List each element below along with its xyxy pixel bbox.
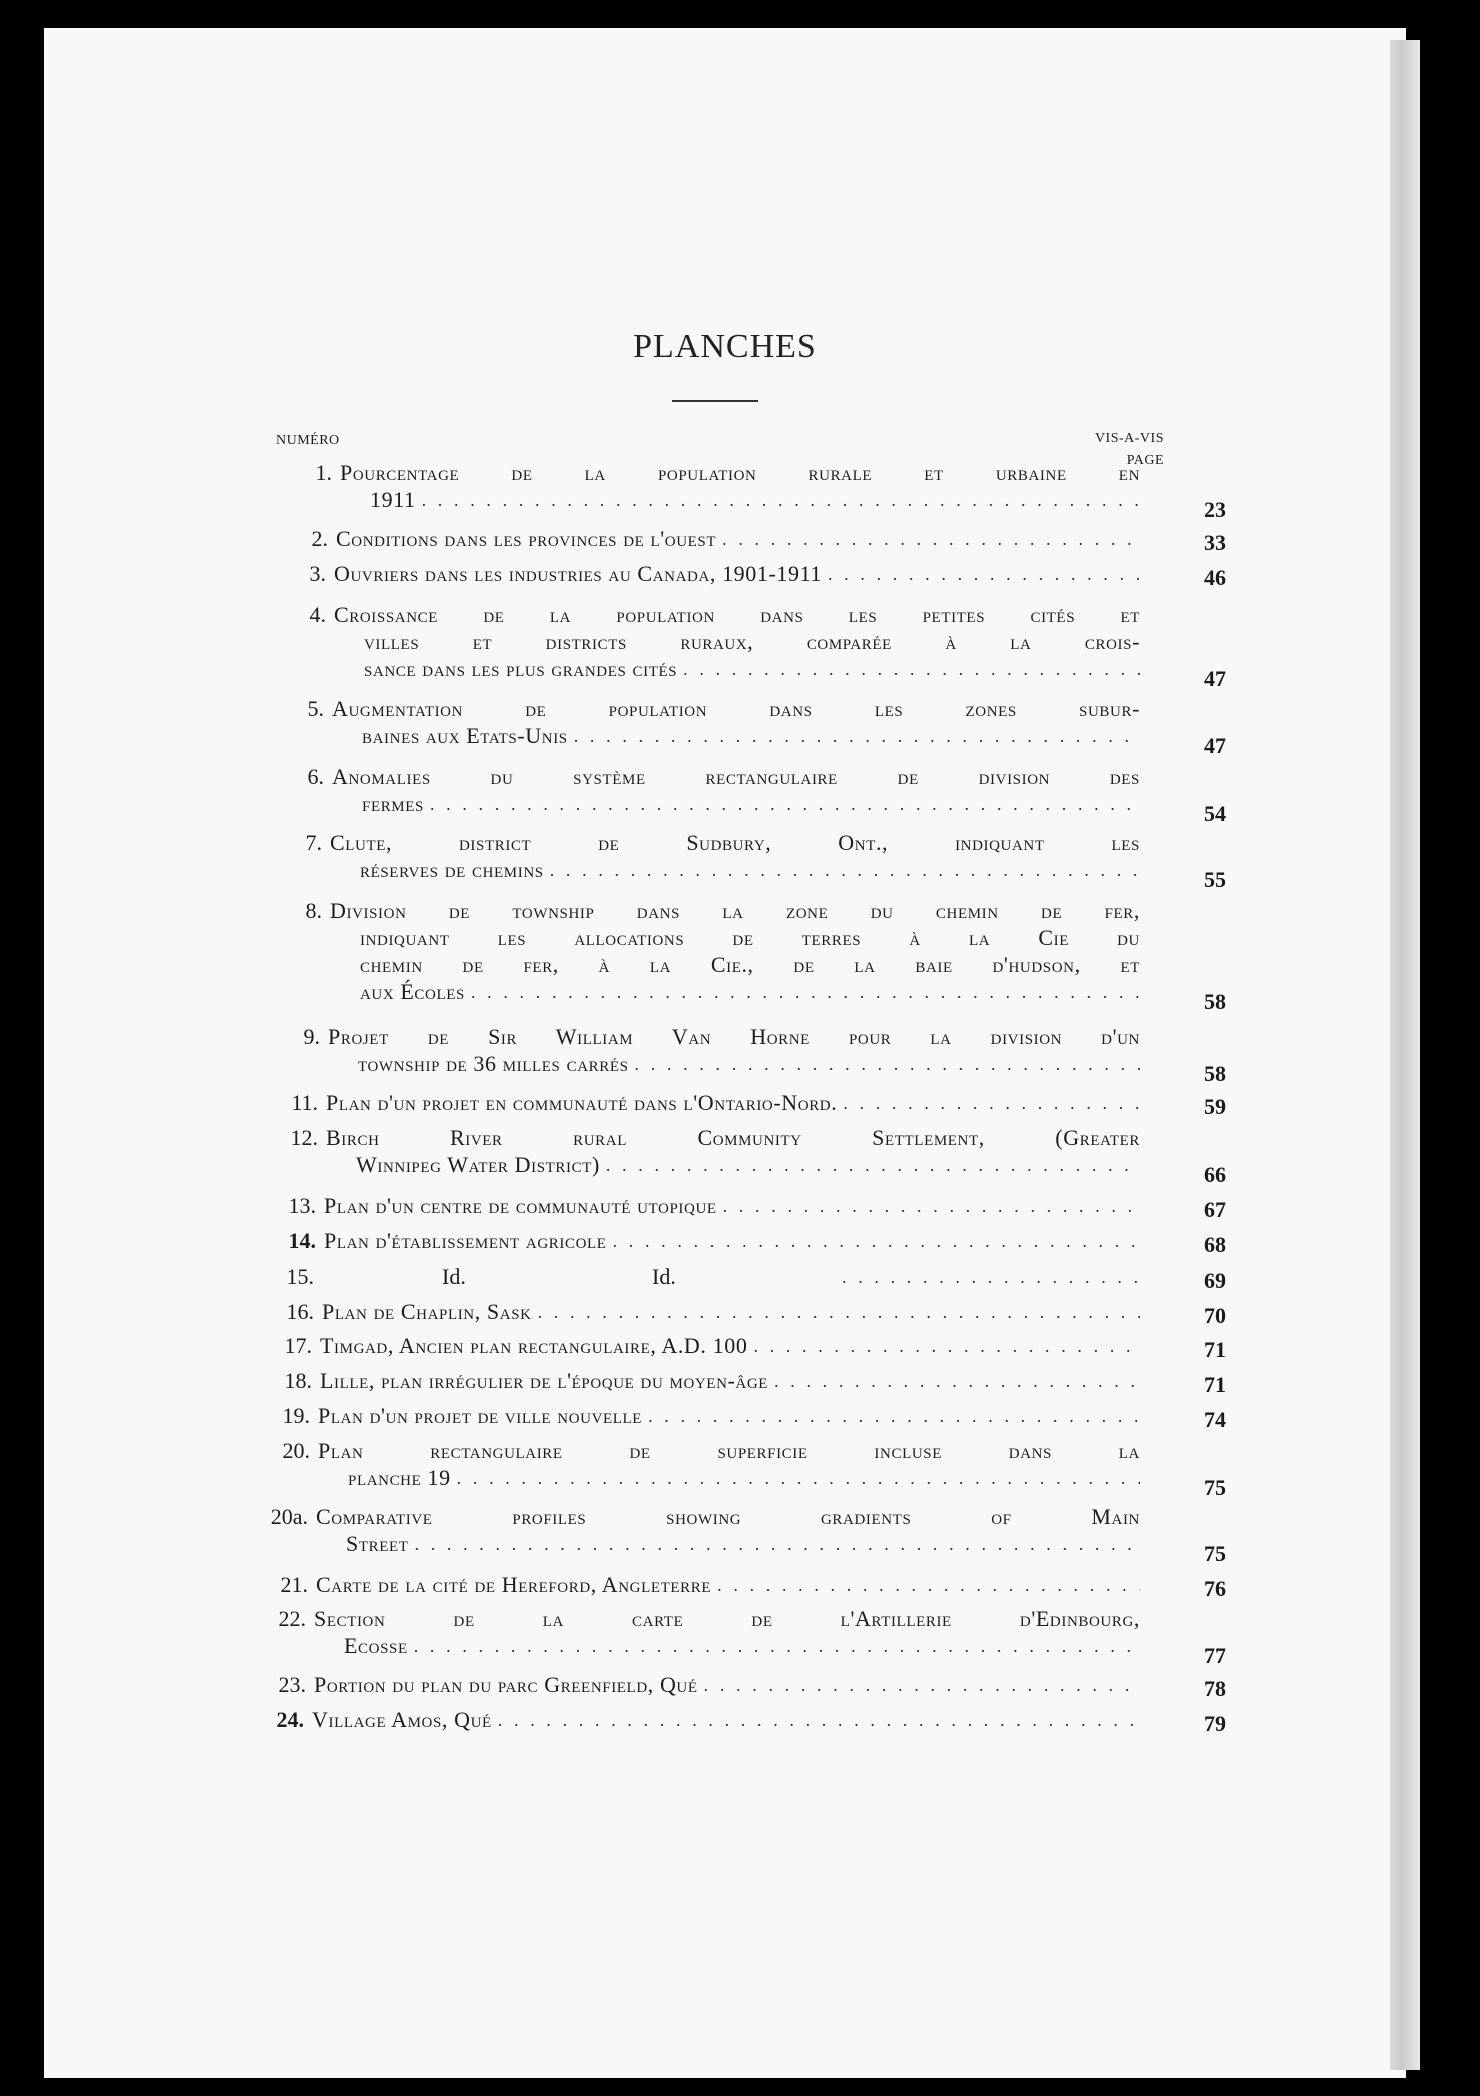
leader-dots xyxy=(498,1707,1140,1733)
plate-title: Plan d'un projet de ville nouvelle xyxy=(318,1403,643,1428)
plate-title: Section de la carte de l'Artillerie d'Edinbourg, xyxy=(314,1606,1140,1631)
plate-title-continuation: Winnipeg Water District) xyxy=(356,1152,600,1177)
page-number: 67 xyxy=(1204,1197,1226,1222)
plate-title-continuation: indiquant les allocations de terres à la Cie du xyxy=(360,925,1140,950)
plate-title-continuation: villes et districts ruraux, comparée à la crois- xyxy=(364,629,1140,654)
plate-title: Timgad, Ancien plan rectangulaire, A.D. 100 xyxy=(320,1333,748,1358)
leader-dots xyxy=(635,1051,1140,1077)
plate-number: 15. xyxy=(286,1264,314,1289)
plate-number: 16. xyxy=(286,1299,314,1324)
leader-dots xyxy=(422,487,1140,513)
leader-dots xyxy=(828,561,1140,587)
plate-number: 22. xyxy=(278,1606,306,1631)
plate-number: 11. xyxy=(291,1090,318,1115)
page-title: PLANCHES xyxy=(633,328,817,365)
plate-number: 5. xyxy=(307,696,324,721)
plate-title: Birch River rural Community Settlement, (Greater xyxy=(326,1125,1140,1150)
page-number: 58 xyxy=(1204,1061,1226,1086)
leader-dots xyxy=(648,1403,1140,1429)
page-number: 54 xyxy=(1204,801,1226,826)
plate-title: Pourcentage de la population rurale et urbaine en xyxy=(340,460,1140,485)
plate-title: Anomalies du système rectangulaire de division des xyxy=(332,764,1140,789)
leader-dots xyxy=(717,1572,1140,1598)
leader-dots xyxy=(722,526,1140,552)
page-number: 47 xyxy=(1204,733,1226,758)
plate-title: Village Amos, Qué xyxy=(312,1707,492,1732)
plate-number: 17. xyxy=(284,1333,312,1358)
leader-dots xyxy=(704,1672,1140,1698)
plate-number: 21. xyxy=(280,1572,308,1597)
plate-number: 18. xyxy=(284,1368,312,1393)
leader-dots xyxy=(574,723,1140,749)
column-header-page-line1: VIS-A-VIS xyxy=(1094,431,1164,446)
plate-number: 13. xyxy=(288,1193,316,1218)
plate-title-continuation: réserves de chemins xyxy=(360,857,544,882)
page-edge xyxy=(1390,40,1420,2070)
page-number: 47 xyxy=(1204,666,1226,691)
ditto-mark: Id. xyxy=(652,1264,676,1289)
leader-dots xyxy=(606,1152,1140,1178)
page-number: 77 xyxy=(1204,1643,1226,1668)
plate-title: Projet de Sir William Van Horne pour la division d'un xyxy=(328,1024,1140,1049)
plate-title: Croissance de la population dans les petites cités et xyxy=(334,602,1140,627)
page-number: 33 xyxy=(1204,530,1226,555)
plate-title: Plan d'un projet en communauté dans l'Ontario-Nord. xyxy=(326,1090,838,1115)
page-number: 58 xyxy=(1204,989,1226,1014)
plate-number: 12. xyxy=(290,1125,318,1150)
leader-dots xyxy=(414,1633,1140,1659)
plate-number: 8. xyxy=(305,898,322,923)
plate-title-continuation: fermes xyxy=(362,791,424,816)
leader-dots xyxy=(683,656,1140,682)
ditto-mark: Id. xyxy=(442,1264,466,1289)
leader-dots xyxy=(471,979,1140,1005)
plate-title-continuation: chemin de fer, à la Cie., de la baie d'hudson, et xyxy=(360,952,1140,977)
leader-dots xyxy=(550,857,1140,883)
plate-title-continuation: aux Écoles xyxy=(360,979,465,1004)
plate-number: 7. xyxy=(305,830,322,855)
plate-title: Conditions dans les provinces de l'ouest xyxy=(336,526,717,551)
plate-title: Plan rectangulaire de superficie incluse dans la xyxy=(318,1438,1140,1463)
page-number: 74 xyxy=(1204,1407,1226,1432)
plate-number: 14. xyxy=(288,1228,316,1253)
page-number: 71 xyxy=(1204,1372,1226,1397)
plate-title: Augmentation de population dans les zones subur- xyxy=(332,696,1140,721)
leader-dots xyxy=(538,1299,1140,1325)
leader-dots xyxy=(842,1264,1140,1290)
page-number: 69 xyxy=(1204,1268,1226,1293)
column-header-page-line2: PAGE xyxy=(1126,453,1164,468)
page-number: 55 xyxy=(1204,867,1226,892)
page-number: 46 xyxy=(1204,565,1226,590)
plate-title-continuation: sance dans les plus grandes cités xyxy=(364,656,678,681)
plate-title: Ouvriers dans les industries au Canada, 1901-1911 xyxy=(334,561,822,586)
plate-number: 20a. xyxy=(270,1504,308,1529)
plate-number: 2. xyxy=(311,526,328,551)
plate-title: Carte de la cité de Hereford, Angleterre xyxy=(316,1572,712,1597)
page-number: 66 xyxy=(1204,1162,1226,1187)
plate-title-continuation: baines aux Etats-Unis xyxy=(362,723,568,748)
page-number: 75 xyxy=(1204,1475,1226,1500)
leader-dots xyxy=(613,1228,1140,1254)
leader-dots xyxy=(723,1193,1140,1219)
plate-number: 3. xyxy=(309,561,326,586)
plate-title-continuation: township de 36 milles carrés xyxy=(358,1051,629,1076)
plate-title: Division de township dans la zone du chemin de fer, xyxy=(330,898,1140,923)
plate-title: Comparative profiles showing gradients of Main xyxy=(316,1504,1140,1529)
plate-number: 20. xyxy=(282,1438,310,1463)
leader-dots xyxy=(457,1465,1140,1491)
page-number: 71 xyxy=(1204,1337,1226,1362)
leader-dots xyxy=(430,791,1140,817)
leader-dots xyxy=(415,1531,1141,1557)
page-number: 68 xyxy=(1204,1232,1226,1257)
plate-number: 1. xyxy=(315,460,332,485)
column-header-number: NUMÉRO xyxy=(276,433,340,448)
plate-number: 24. xyxy=(276,1707,304,1732)
page-number: 75 xyxy=(1204,1541,1226,1566)
plate-title: Lille, plan irrégulier de l'époque du moyen-âge xyxy=(320,1368,769,1393)
plate-title: Plan d'établissement agricole xyxy=(324,1228,607,1253)
plate-title: Clute, district de Sudbury, Ont., indiquant les xyxy=(330,830,1140,855)
plate-title-continuation: Street xyxy=(346,1531,409,1556)
leader-dots xyxy=(753,1333,1140,1359)
page-number: 76 xyxy=(1204,1576,1226,1601)
plate-title: Plan d'un centre de communauté utopique xyxy=(324,1193,717,1218)
plate-number: 6. xyxy=(307,764,324,789)
plates-list xyxy=(44,28,1406,2078)
plate-number: 9. xyxy=(303,1024,320,1049)
plate-title-continuation: Ecosse xyxy=(344,1633,408,1658)
page-number: 78 xyxy=(1204,1676,1226,1701)
plate-number: 19. xyxy=(282,1403,310,1428)
page-number: 59 xyxy=(1204,1094,1226,1119)
leader-dots xyxy=(843,1090,1140,1116)
plate-title-continuation: 1911 xyxy=(370,487,416,512)
plate-number: 23. xyxy=(278,1672,306,1697)
plate-title-continuation: planche 19 xyxy=(348,1465,451,1490)
page-number: 79 xyxy=(1204,1711,1226,1736)
plate-number: 4. xyxy=(309,602,326,627)
page-number: 23 xyxy=(1204,497,1226,522)
leader-dots xyxy=(774,1368,1140,1394)
plate-title: Plan de Chaplin, Sask xyxy=(322,1299,532,1324)
book-page xyxy=(44,28,1406,2078)
plate-title: Portion du plan du parc Greenfield, Qué xyxy=(314,1672,698,1697)
page-number: 70 xyxy=(1204,1303,1226,1328)
